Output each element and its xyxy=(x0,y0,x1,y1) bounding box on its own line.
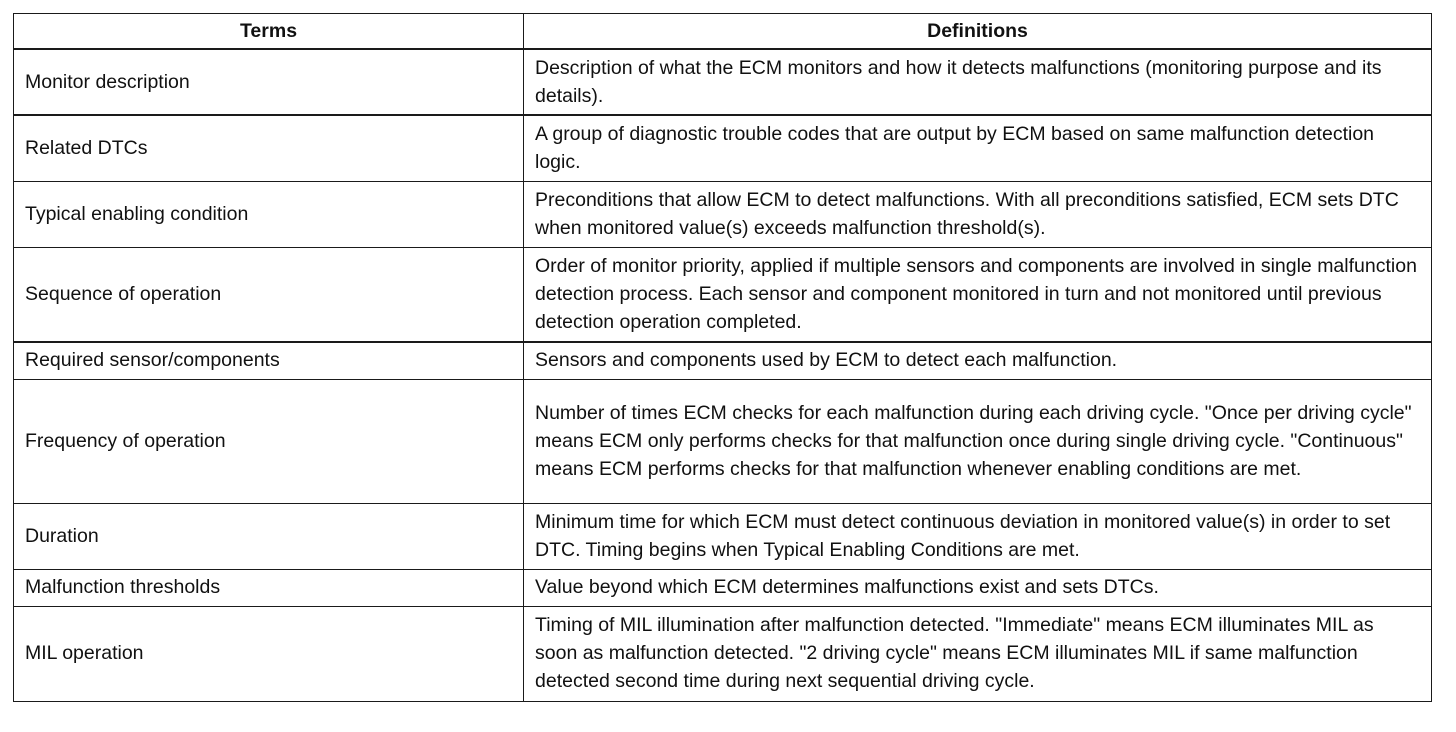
table-row xyxy=(14,181,1432,247)
table-row xyxy=(14,606,1432,701)
term-cell: Sequence of operation xyxy=(14,247,524,342)
table-row xyxy=(14,247,1432,342)
document-page xyxy=(13,13,1431,702)
definition-cell: Order of monitor priority, applied if multiple sensors and components are involved in single malfunction detection process. Each sensor and component monitored in turn and not monitored until previous detection operation completed. xyxy=(524,247,1432,342)
definition-cell: Value beyond which ECM determines malfunctions exist and sets DTCs. xyxy=(524,569,1432,606)
term-cell: Related DTCs xyxy=(14,115,524,181)
table-row xyxy=(14,569,1432,606)
definition-cell: Minimum time for which ECM must detect continuous deviation in monitored value(s) in order to set DTC. Timing begins when Typical Enabling Conditions are met. xyxy=(524,503,1432,569)
term-cell: Frequency of operation xyxy=(14,379,524,503)
definition-cell: Number of times ECM checks for each malfunction during each driving cycle. "Once per driving cycle" means ECM only performs checks for that malfunction once during single driving cycle. "Continuous" means ECM performs checks for that malfunction whenever enabling conditions are met. xyxy=(524,379,1432,503)
header-terms: Terms xyxy=(14,14,524,50)
definition-cell: Preconditions that allow ECM to detect malfunctions. With all preconditions satisfied, ECM sets DTC when monitored value(s) exceeds malfunction threshold(s). xyxy=(524,181,1432,247)
table-row xyxy=(14,503,1432,569)
table-row xyxy=(14,379,1432,503)
header-definitions: Definitions xyxy=(524,14,1432,50)
term-cell: Typical enabling condition xyxy=(14,181,524,247)
definition-cell: Timing of MIL illumination after malfunction detected. "Immediate" means ECM illuminates MIL as soon as malfunction detected. "2 driving cycle" means ECM illuminates MIL if same malfunction detected second time during next sequential driving cycle. xyxy=(524,606,1432,701)
table-row xyxy=(14,342,1432,379)
term-cell: Duration xyxy=(14,503,524,569)
term-cell: Required sensor/components xyxy=(14,342,524,379)
term-cell: Malfunction thresholds xyxy=(14,569,524,606)
table-header-row xyxy=(14,14,1432,50)
table-row xyxy=(14,49,1432,115)
definition-cell: A group of diagnostic trouble codes that are output by ECM based on same malfunction detection logic. xyxy=(524,115,1432,181)
terms-definitions-table xyxy=(13,13,1432,702)
definition-cell: Description of what the ECM monitors and how it detects malfunctions (monitoring purpose and its details). xyxy=(524,49,1432,115)
definition-cell: Sensors and components used by ECM to detect each malfunction. xyxy=(524,342,1432,379)
term-cell: MIL operation xyxy=(14,606,524,701)
term-cell: Monitor description xyxy=(14,49,524,115)
table-row xyxy=(14,115,1432,181)
